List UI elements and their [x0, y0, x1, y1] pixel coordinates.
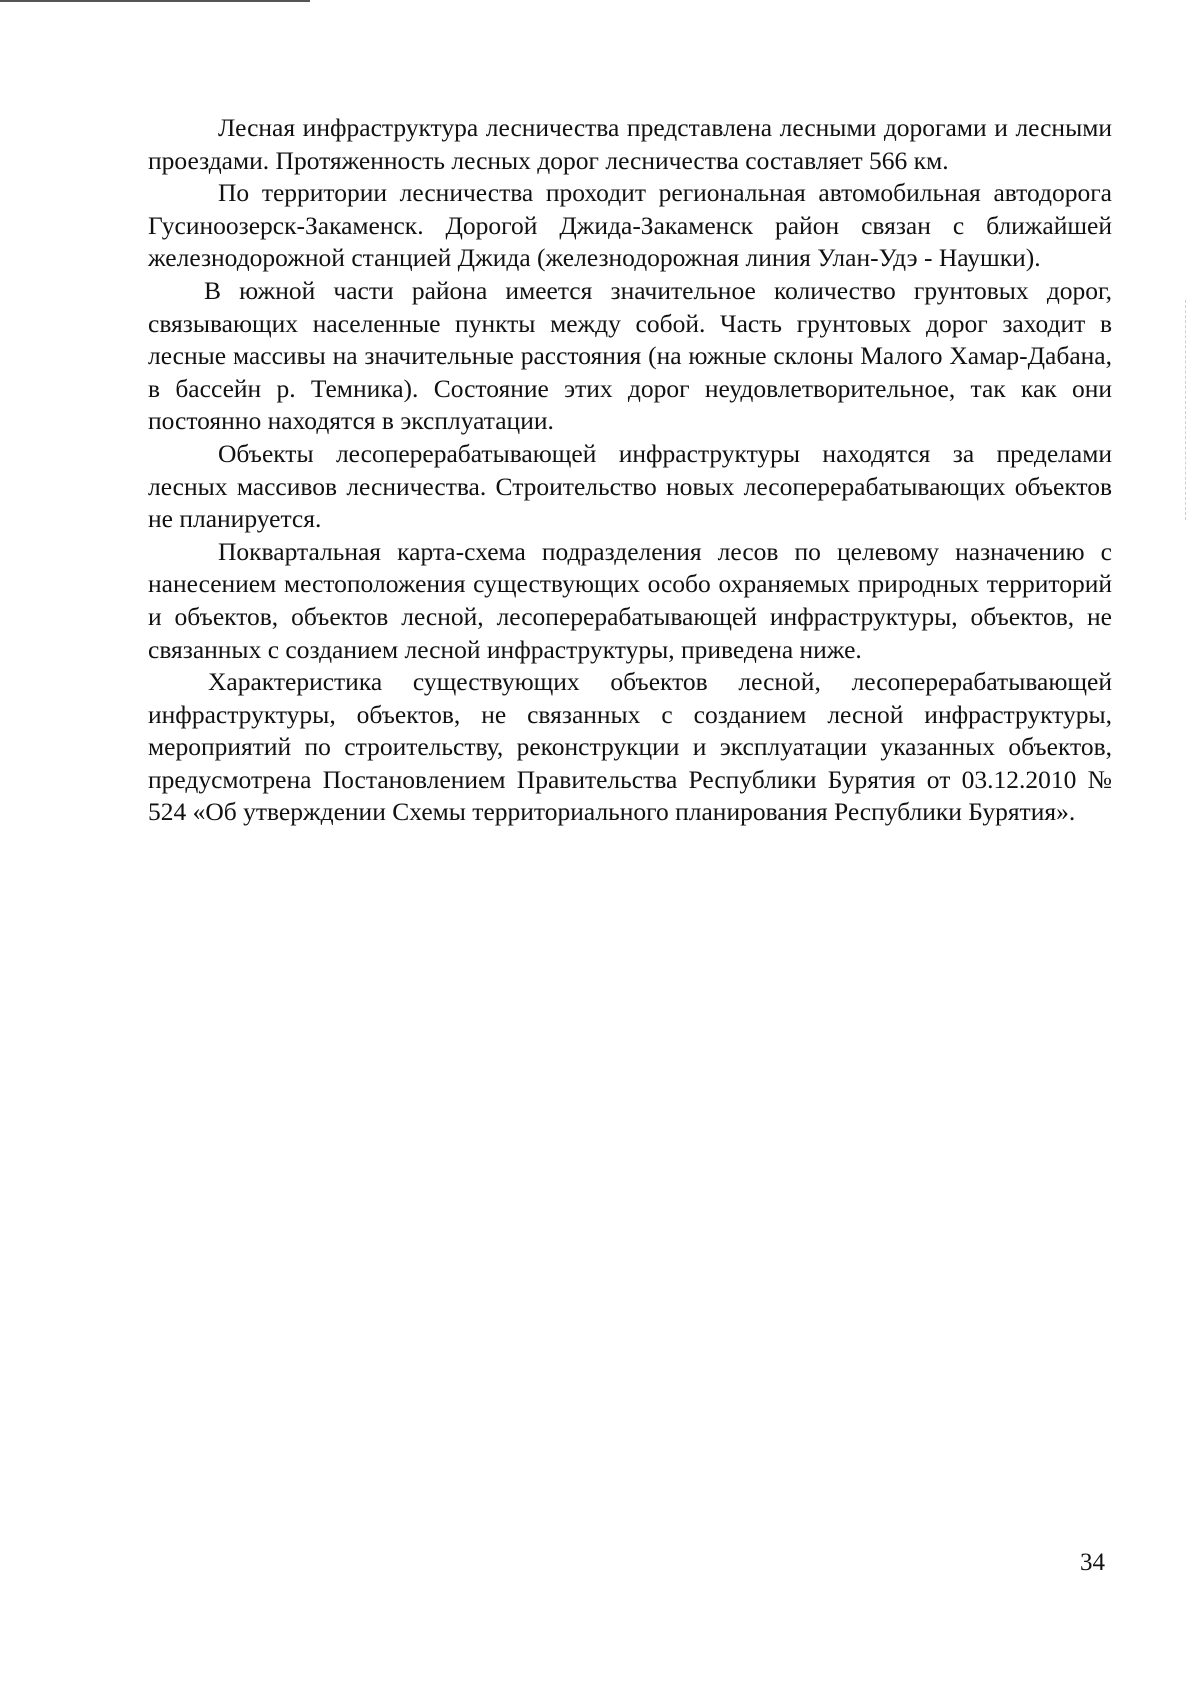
paragraph-dirt-roads: В южной части района имеется значительное количество грунтовых дорог, связывающих населенные пункты между собой. Часть грунтовых дорог заходит в лесные массивы на значительные расстояния (на южные склоны Малого Хамар-Дабана, в бассейн р. Темника). Состояние этих дорог неудовлетворительное, так как они постоянно находятся в эксплуатации. [148, 275, 1112, 436]
paragraph-forest-roads: Лесная инфраструктура лесничества представлена лесными дорогами и лесными проездами. Протяженность лесных дорог лесничества составляет 566 км. [148, 113, 1112, 175]
paragraph-regional-highway: По территории лесничества проходит региональная автомобильная автодорога Гусиноозерск-Закаменск. Дорогой Джида-Закаменск район связан с ближайшей железнодорожной станцией Джида (железнодорожная линия Улан-Удэ - Наушки). [148, 178, 1112, 273]
paragraph-map-scheme: Поквартальная карта-схема подразделения лесов по целевому назначению с нанесением местоположения существующих особо охраняемых природных территорий и объектов, объектов лесной, лесоперерабатывающей инфраструктуры, объектов, не связанных с созданием лесной инфраструктуры, приведена ниже. [148, 536, 1112, 664]
page-number: 34 [1080, 1549, 1105, 1576]
scan-edge-line [0, 0, 310, 2]
paragraph-characteristics: Характеристика существующих объектов лесной, лесоперерабатывающей инфраструктуры, объектов, не связанных с созданием лесной инфраструктуры, мероприятий по строительству, реконструкции и эксплуатации указанных объектов, предусмотрена Постановлением Правительства Республики Бурятия от 03.12.2010 № 524 «Об утверждении Схемы территориального планирования Республики Бурятия». [148, 667, 1112, 827]
scan-edge-mark [1185, 300, 1186, 520]
document-body [148, 112, 1112, 829]
paragraph-processing-objects: Объекты лесоперерабатывающей инфраструктуры находятся за пределами лесных массивов лесничества. Строительство новых лесоперерабатывающих объектов не планируется. [148, 438, 1112, 534]
